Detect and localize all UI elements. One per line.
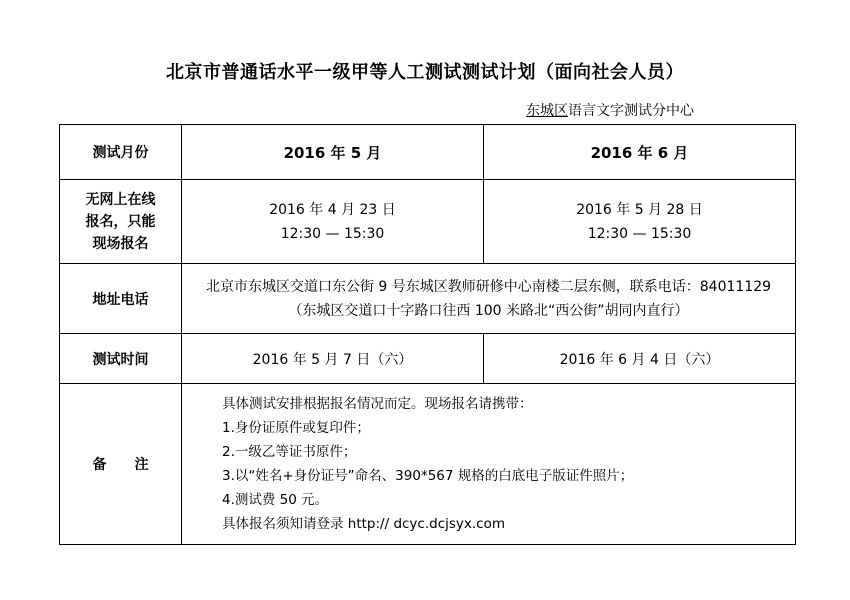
registration-june [484,180,796,264]
month-june: 2016 年 6 月 [484,125,796,180]
month-may: 2016 年 5 月 [182,125,484,180]
document-title: 北京市普通话水平一级甲等人工测试测试计划（面向社会人员） [166,62,684,83]
remark-line: 具体报名须知请登录 http:// dcyc.dcjsyx.com [222,516,506,532]
label-registration-line: 现场报名 [92,235,149,252]
label-registration [60,180,182,264]
label-remarks: 备 注 [60,384,182,545]
address-phone [182,264,796,334]
label-address-phone: 地址电话 [60,264,182,334]
table-row-month [60,125,796,180]
label-registration-line: 报名，只能 [85,213,156,230]
test-date-june: 2016 年 6 月 4 日（六） [484,334,796,384]
directions-line: （东城区交道口十字路口往西 100 米路北“西公街”胡同内直行） [288,302,689,319]
test-date-may: 2016 年 5 月 7 日（六） [182,334,484,384]
table-row-test-time [60,334,796,384]
registration-time: 12:30 — 15:30 [587,225,692,242]
address-line: 北京市东城区交道口东公街 9 号东城区教师研修中心南楼二层东侧，联系电话：84011129 [205,278,772,295]
remark-line: 2.一级乙等证书原件； [222,444,357,460]
table-row-address [60,264,796,334]
registration-may [182,180,484,264]
organization-line [526,100,694,120]
table-row-registration [60,180,796,264]
test-plan-table [59,124,796,545]
remarks [182,384,796,545]
registration-time: 12:30 — 15:30 [280,225,385,242]
registration-date: 2016 年 4 月 23 日 [269,201,396,218]
remark-line: 3.以“姓名+身份证号”命名、390*567 规格的白底电子版证件照片； [222,468,634,484]
label-registration-line: 无网上在线 [85,191,156,208]
table-row-remarks [60,384,796,545]
organization-name: 语言文字测试分中心 [568,103,694,119]
registration-date: 2016 年 5 月 28 日 [576,201,703,218]
label-test-time: 测试时间 [60,334,182,384]
district-name: 东城区 [526,103,568,119]
remark-line: 1.身份证原件或复印件； [222,420,370,436]
label-test-month: 测试月份 [60,125,182,180]
remark-line: 具体测试安排根据报名情况而定。现场报名请携带： [222,396,533,412]
remark-line: 4.测试费 50 元。 [222,492,329,508]
